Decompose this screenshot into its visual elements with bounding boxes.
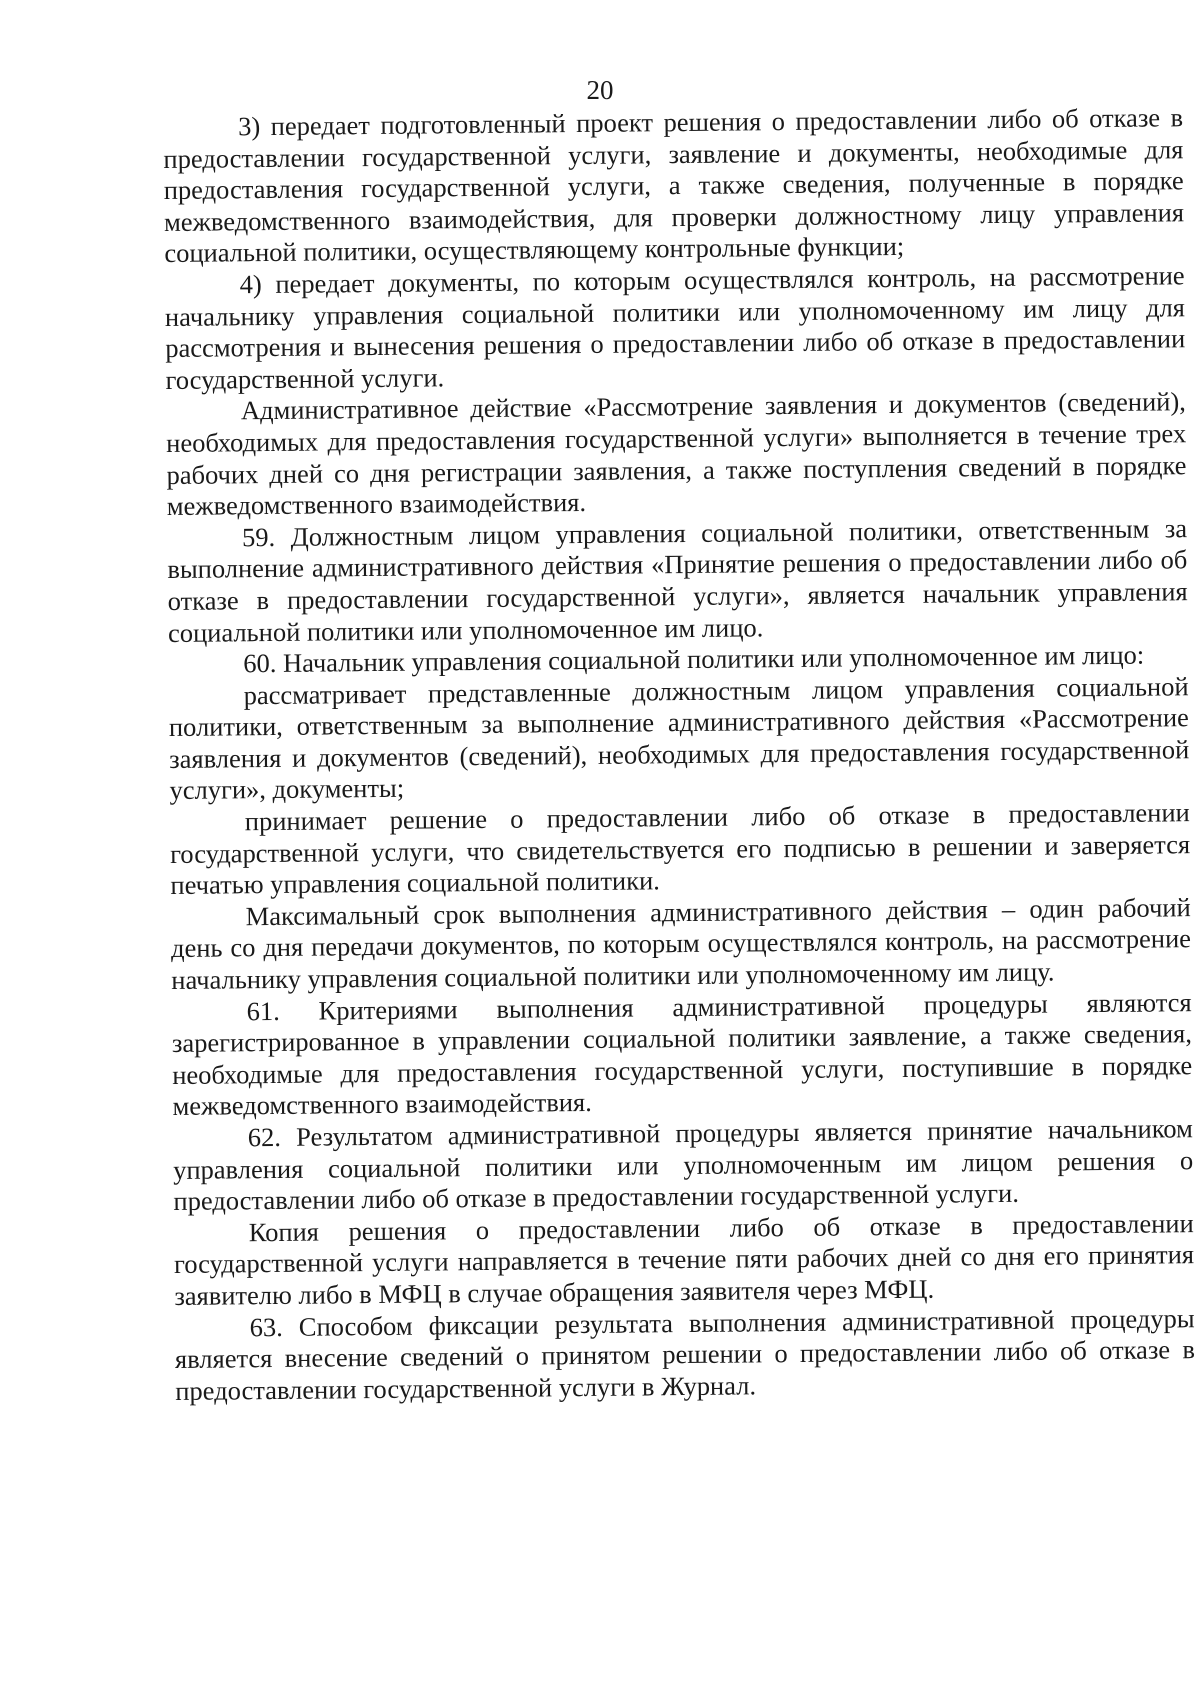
paragraph-61: 61. Критериями выполнения административной процедуры являются зарегистрированное в управлении социальной политики заявление, а также сведения, необходимые для предоставления государственной услуги, поступившие в порядке межведомственного взаимодействия. xyxy=(171,986,1193,1122)
paragraph-item-4: 4) передает документы, по которым осуществлялся контроль, на рассмотрение начальнику управления социальной политики или уполномоченному им лицу для рассмотрения и вынесения решения о предоставлении либо об отказе в предоставлении государственной услуги. xyxy=(164,260,1186,395)
paragraph-62: 62. Результатом административной процедуры является принятие начальником управления социальной политики или уполномоченным им лицом решения о предоставлении либо об отказе в предоставлении государственной услуги. xyxy=(173,1113,1194,1217)
document-body xyxy=(163,102,1195,1407)
paragraph-59: 59. Должностным лицом управления социальной политики, ответственным за выполнение административного действия «Принятие решения о предоставлении либо об отказе в предоставлении государственной услуги», является начальник управления социальной политики или уполномоченное им лицо. xyxy=(167,512,1188,648)
paragraph-max-term: Максимальный срок выполнения административного действия – один рабочий день со дня передачи документов, по которым осуществлялся контроль, на рассмотрение начальнику управления социальной политики или уполномоченному им лицу. xyxy=(170,892,1192,995)
paragraph-60-decides: принимает решение о предоставлении либо об отказе в предоставлении государственной услуги, что свидетельствуется его подписью в решении и заверяется печатью управления социальной политики. xyxy=(169,797,1191,901)
paragraph-admin-action-term: Административное действие «Рассмотрение заявления и документов (сведений), необходимых для предоставления государственной услуги» выполняется в течение трех рабочих дней со дня регистрации заявления, а также поступления сведений в порядке межведомственного взаимодействия. xyxy=(166,386,1187,522)
paragraph-63: 63. Способом фиксации результата выполнения административной процедуры является внесение сведений о принятом решении о предоставлении либо об отказе в предоставлении государственной услуги в Журнал. xyxy=(174,1302,1196,1406)
paragraph-decision-copy: Копия решения о предоставлении либо об отказе в предоставлении государственной услуги направляется в течение пяти рабочих дней со дня его принятия заявителю либо в МФЦ в случае обращения заявителя через МФЦ. xyxy=(173,1207,1195,1311)
paragraph-60-reviews: рассматривает представленные должностным лицом управления социальной политики, ответственным за выполнение административного действия «Рассмотрение заявления и документов (сведений), необходимых для предоставления государственной услуги», документы; xyxy=(168,670,1190,806)
page-number: 20 xyxy=(586,75,614,105)
paragraph-item-3: 3) передает подготовленный проект решения о предоставлении либо об отказе в предоставлении государственной услуги, заявление и документы, необходимые для предоставления государственной услуги, а также сведения, полученные в порядке межведомственного взаимодействия, для проверки должностному лицу управления социальной политики, осуществляющему контрольные функции; xyxy=(163,102,1185,269)
paragraph-60: 60. Начальник управления социальной политики или уполномоченное им лицо: xyxy=(243,639,1145,679)
